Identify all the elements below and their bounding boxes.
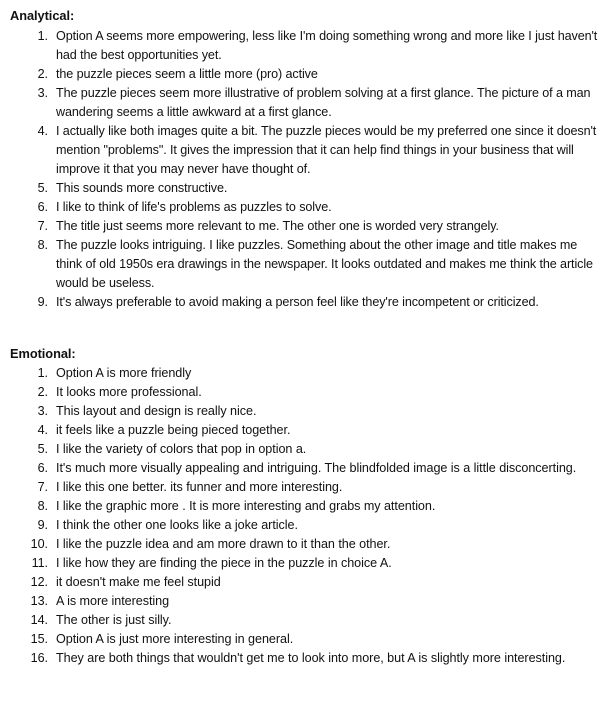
item-number: 1. [37,366,48,380]
item-text: I like the variety of colors that pop in option a. [56,442,307,456]
item-number: 2. [37,67,48,81]
list-item [0,649,610,668]
item-text: Option A is just more interesting in general. [56,632,294,646]
item-text: it feels like a puzzle being pieced together. [56,423,291,437]
item-text: Option A is more friendly [56,366,192,380]
item-number: 5. [37,181,48,195]
item-number: 3. [37,404,48,418]
analytical-list [0,27,610,312]
list-item [0,84,610,122]
list-item [0,459,610,478]
list-item [0,592,610,611]
item-text: This sounds more constructive. [56,181,228,195]
item-text: The title just seems more relevant to me. The other one is worded very strangely. [56,219,499,233]
item-number: 3. [37,86,48,100]
item-text: The puzzle pieces seem more illustrative of problem solving at a first glance. The picture of a man wandering seems a little awkward at a first glance. [56,86,591,119]
item-text: I like how they are finding the piece in the puzzle in choice A. [56,556,392,570]
list-item [0,217,610,236]
item-number: 2. [37,385,48,399]
item-number: 15. [30,632,48,646]
item-number: 8. [37,499,48,513]
item-number: 5. [37,442,48,456]
list-item [0,611,610,630]
item-number: 4. [37,423,48,437]
item-text: I like this one better. its funner and more interesting. [56,480,343,494]
list-item [0,364,610,383]
list-item [0,27,610,65]
list-item [0,122,610,179]
list-item [0,179,610,198]
list-item [0,630,610,649]
list-item [0,478,610,497]
list-item [0,236,610,293]
list-item [0,554,610,573]
item-number: 11. [31,556,48,570]
item-text: the puzzle pieces seem a little more (pro) active [56,67,318,81]
item-text: I think the other one looks like a joke article. [56,518,298,532]
item-number: 1. [37,29,48,43]
list-item [0,497,610,516]
list-item [0,198,610,217]
item-text: This layout and design is really nice. [56,404,257,418]
item-number: 7. [37,219,48,233]
item-number: 8. [37,238,48,252]
item-number: 9. [37,518,48,532]
item-number: 14. [30,613,48,627]
analytical-heading: Analytical: [10,8,75,23]
item-text: I like the puzzle idea and am more drawn to it than the other. [56,537,391,551]
item-text: I like the graphic more . It is more interesting and grabs my attention. [56,499,436,513]
item-text: It's much more visually appealing and intriguing. The blindfolded image is a little disconcerting. [56,461,577,475]
item-text: They are both things that wouldn't get me to look into more, but A is slightly more interesting. [56,651,566,665]
list-item [0,440,610,459]
item-text: I actually like both images quite a bit. The puzzle pieces would be my preferred one since it doesn't mention "problems". It gives the impression that it can help find things in your business that will improve it that you may never have thought of. [56,124,597,176]
item-text: It's always preferable to avoid making a person feel like they're incompetent or criticized. [56,295,539,309]
list-item [0,421,610,440]
item-number: 13. [30,594,48,608]
list-item [0,573,610,592]
item-number: 9. [37,295,48,309]
item-number: 7. [37,480,48,494]
item-number: 12. [30,575,48,589]
item-text: Option A seems more empowering, less like I'm doing something wrong and more like I just haven't had the best opportunities yet. [56,29,598,62]
list-item [0,402,610,421]
list-item [0,535,610,554]
item-text: I like to think of life's problems as puzzles to solve. [56,200,332,214]
emotional-list [0,364,610,668]
item-number: 6. [37,200,48,214]
item-text: it doesn't make me feel stupid [56,575,221,589]
emotional-heading: Emotional: [10,346,76,361]
item-number: 10. [30,537,48,551]
item-text: A is more interesting [56,594,170,608]
item-number: 6. [37,461,48,475]
item-text: The other is just silly. [56,613,172,627]
item-number: 16. [30,651,48,665]
list-item [0,516,610,535]
item-text: The puzzle looks intriguing. I like puzzles. Something about the other image and title makes me think of old 1950s era drawings in the newspaper. It looks outdated and makes me think the article would be useless. [56,238,593,290]
list-item [0,65,610,84]
item-number: 4. [37,124,48,138]
item-text: It looks more professional. [56,385,202,399]
list-item [0,293,610,312]
list-item [0,383,610,402]
